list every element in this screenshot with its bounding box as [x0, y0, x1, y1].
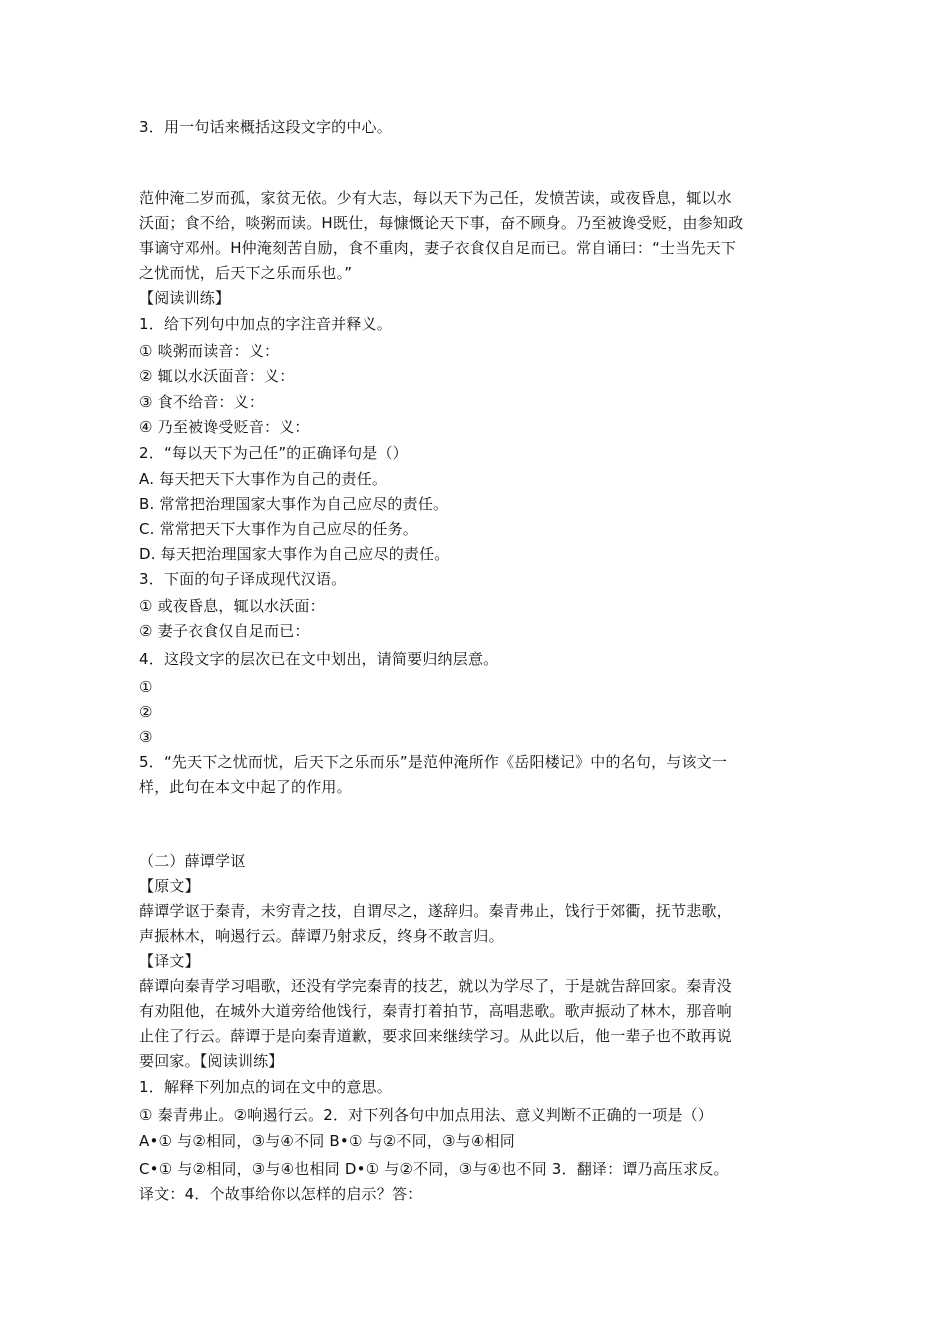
- question-line: C•① 与②相同，③与④也相同 D•① 与②不同，③与④也不同 3．翻译：谭乃高压求反。: [139, 1160, 729, 1178]
- question-line: A•① 与②相同，③与④不同 B•① 与②不同，③与④相同: [139, 1132, 515, 1150]
- translation-line: 有劝阻他，在城外大道旁给他饯行，秦青打着拍节，高唱悲歌。歌声振动了林木，那音响: [139, 1002, 732, 1020]
- option-b: B. 常常把治理国家大事作为自己应尽的责任。: [139, 495, 449, 513]
- section-heading: 【译文】: [139, 952, 200, 970]
- option-a: A. 每天把天下大事作为自己的责任。: [139, 470, 388, 488]
- option-d: D. 每天把治理国家大事作为自己应尽的责任。: [139, 545, 450, 563]
- answer-blank: ③: [139, 728, 153, 746]
- original-line: 薛谭学讴于秦青，未穷青之技，自谓尽之，遂辞归。秦青弗止，饯行于郊衢，抚节悲歌，: [139, 902, 732, 920]
- question-2: 2．“每以天下为己任”的正确译句是（）: [139, 444, 408, 462]
- section-heading: 【阅读训练】: [139, 289, 231, 307]
- original-line: 声振林木，响遏行云。薛谭乃射求反，终身不敢言归。: [139, 927, 504, 945]
- passage-line: 沃面；食不给，啖粥而读。H既仕，每慷慨论天下事，奋不顾身。乃至被谗受贬，由参知政: [139, 214, 744, 232]
- question-item: ① 啖粥而读音：义：: [139, 342, 280, 360]
- question-3: 3．下面的句子译成现代汉语。: [139, 570, 347, 588]
- passage-line: 之忧而忧，后天下之乐而乐也。”: [139, 264, 353, 282]
- question-4: 4．这段文字的层次已在文中划出，请简要归纳层意。: [139, 650, 499, 668]
- translation-line: 要回家。【阅读训练】: [139, 1052, 284, 1070]
- question-line: ① 秦青弗止。②响遏行云。2．对下列各句中加点用法、意义判断不正确的一项是（）: [139, 1106, 714, 1124]
- option-c: C. 常常把天下大事作为自己应尽的任务。: [139, 520, 419, 538]
- section-heading: 【原文】: [139, 877, 200, 895]
- question-5-cont: 样，此句在本文中起了的作用。: [139, 778, 352, 796]
- question-item: ① 或夜昏息，辄以水沃面：: [139, 597, 325, 615]
- question-item: ② 辄以水沃面音：义：: [139, 367, 295, 385]
- question-item: ④ 乃至被谗受贬音：义：: [139, 418, 310, 436]
- question-5: 5．“先天下之忧而忧，后天下之乐而乐”是范仲淹所作《岳阳楼记》中的名句，与该文一: [139, 753, 728, 771]
- question-3-summary: 3．用一句话来概括这段文字的中心。: [139, 118, 392, 136]
- question-item: ② 妻子衣食仅自足而已：: [139, 622, 310, 640]
- section-title: （二）薛谭学讴: [139, 852, 246, 870]
- question-1: 1．解释下列加点的词在文中的意思。: [139, 1078, 392, 1096]
- passage-line: 事谪守邓州。H仲淹刻苦自励，食不重肉，妻子衣食仅自足而已。常自诵曰：“士当先天下: [139, 239, 737, 257]
- translation-line: 止住了行云。薛谭于是向秦青道歉，要求回来继续学习。从此以后，他一辈子也不敢再说: [139, 1027, 732, 1045]
- question-item: ③ 食不给音：义：: [139, 393, 265, 411]
- answer-blank: ②: [139, 703, 153, 721]
- translation-line: 薛谭向秦青学习唱歌，还没有学完秦青的技艺，就以为学尽了，于是就告辞回家。秦青没: [139, 977, 732, 995]
- question-line: 译文：4．个故事给你以怎样的启示？答：: [139, 1185, 423, 1203]
- answer-blank: ①: [139, 678, 153, 696]
- passage-line: 范仲淹二岁而孤，家贫无依。少有大志，每以天下为己任，发愤苦读，或夜昏息，辄以水: [139, 189, 732, 207]
- question-1: 1．给下列句中加点的字注音并释义。: [139, 315, 392, 333]
